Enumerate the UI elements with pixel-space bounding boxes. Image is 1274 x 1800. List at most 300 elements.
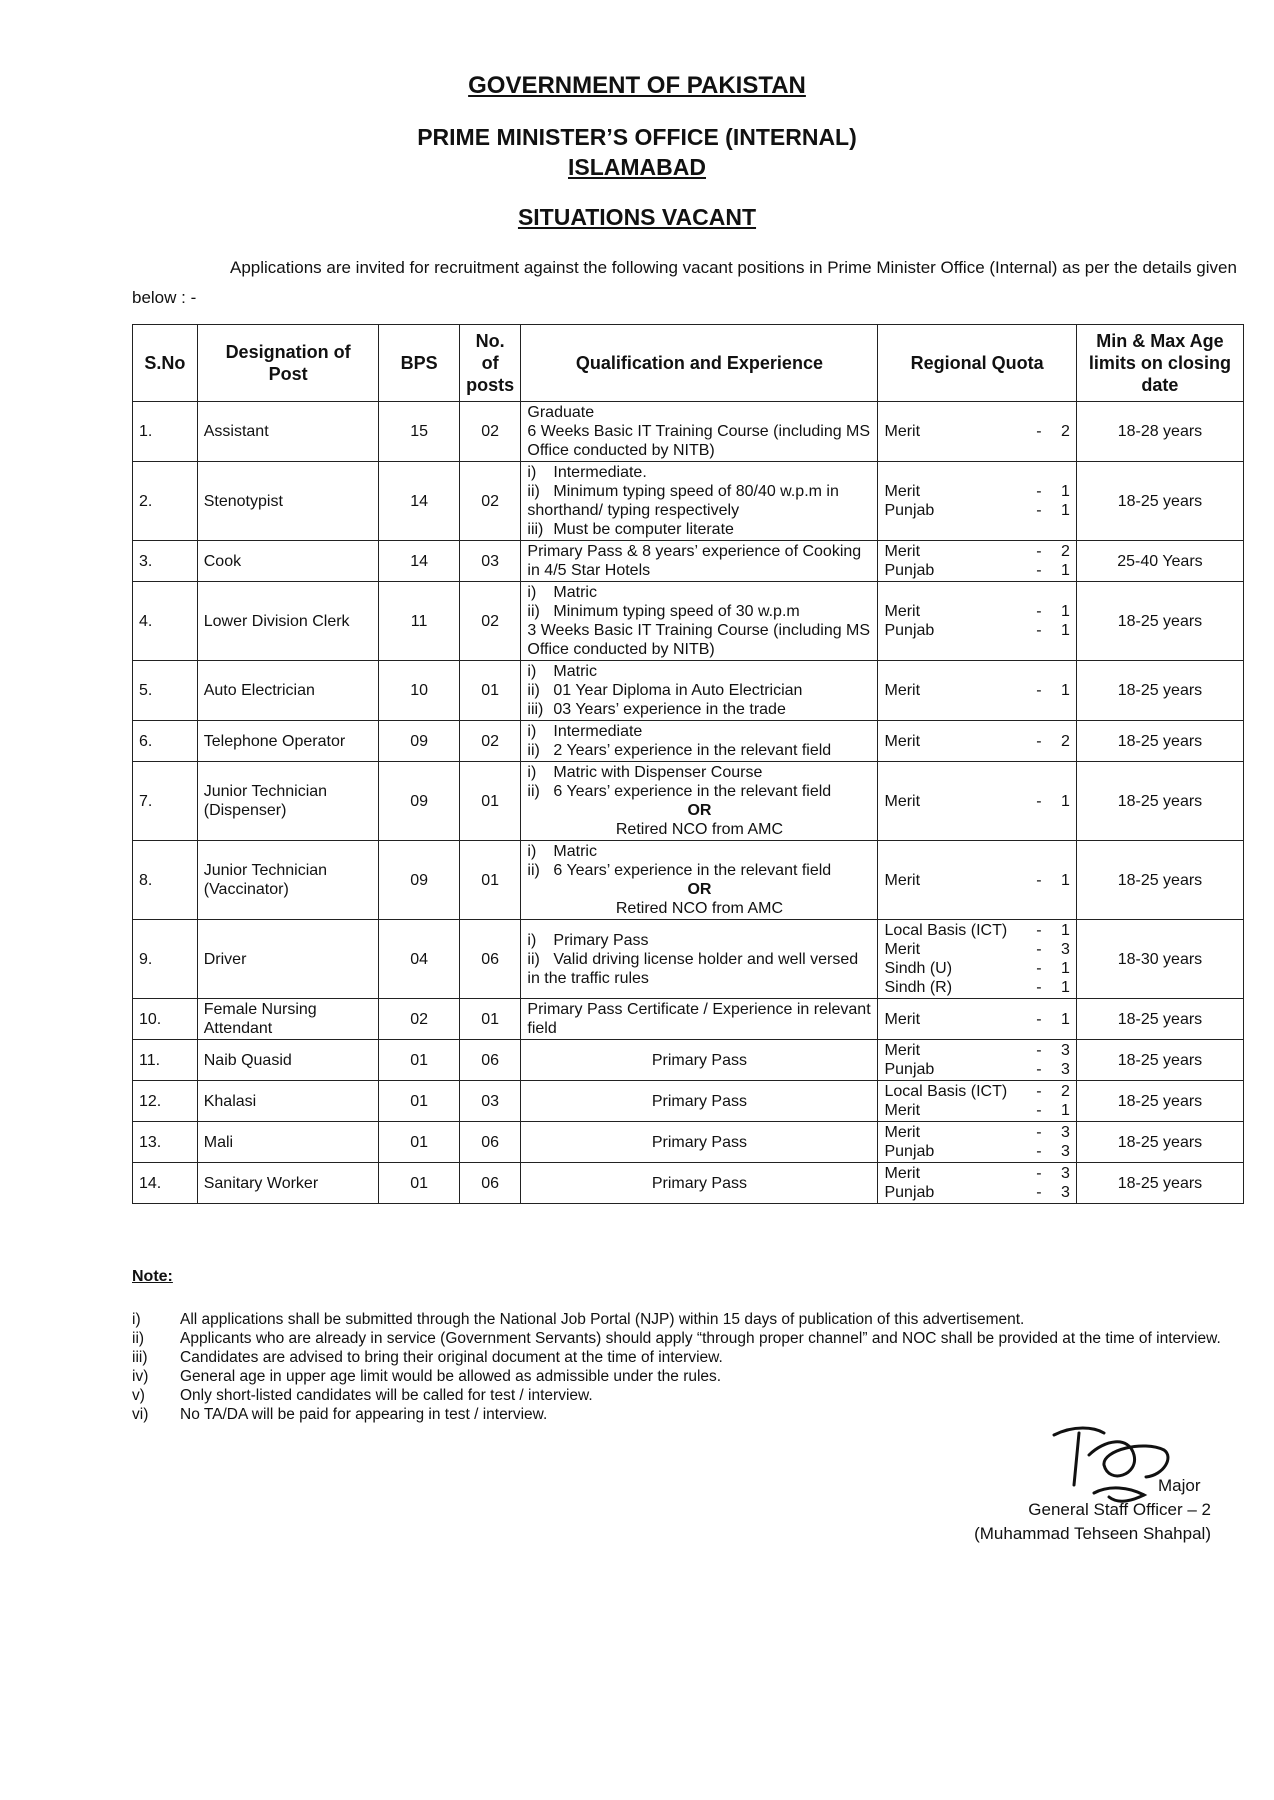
qualification-text: Minimum typing speed of 30 w.p.m [553,603,800,620]
cell-sno: 11. [133,1040,198,1081]
cell-posts: 01 [459,841,521,920]
quota-region: Punjab [884,1143,935,1160]
cell-qualification [521,1122,878,1163]
qualification-text: Matric [553,663,597,680]
cell-bps: 01 [379,1163,459,1204]
cell-quota [878,920,1076,999]
qualification-line [527,931,871,950]
cell-age: 18-25 years [1076,582,1243,661]
quota-count: 3 [1060,1143,1070,1160]
note-item [132,1348,1244,1367]
quota-count: 3 [1060,1124,1070,1141]
quota-count: 1 [1060,682,1070,699]
quota-count: 3 [1060,1042,1070,1059]
qualification-text: Minimum typing speed of 80/40 w.p.m in shorthand/ typing respectively [527,483,839,519]
qualification-text: 6 Weeks Basic IT Training Course (including MS Office conducted by NITB) [527,423,871,459]
quota-line [884,940,1069,959]
quota-count: 1 [1060,792,1070,810]
qualification-line [527,861,871,880]
quota-line [884,732,1069,751]
cell-qualification [521,1081,878,1122]
cell-sno: 14. [133,1163,198,1204]
qualification-line [527,482,871,520]
cell-bps: 14 [379,462,459,541]
cell-quota [878,661,1076,721]
quota-line [884,1082,1069,1101]
qualification-number: i) [527,764,537,781]
cell-qualification [521,582,878,661]
cell-designation: Sanitary Worker [197,1163,379,1204]
cell-designation: Assistant [197,402,379,462]
note-text: Candidates are advised to bring their original document at the time of interview. [180,1349,723,1366]
quota-dash: - [1036,1083,1042,1100]
col-header-designation: Designation of Post [197,325,379,402]
qualification-line [527,842,871,861]
cell-sno: 6. [133,721,198,762]
table-row [133,1122,1244,1163]
qualification-line: Primary Pass [651,1174,747,1192]
quota-region: Punjab [884,562,935,579]
cell-bps: 01 [379,1122,459,1163]
qualification-line [527,722,871,741]
qualification-number: ii) [527,950,540,968]
qualification-number: i) [527,663,537,680]
quota-count: 3 [1060,1061,1070,1078]
cell-designation: Lower Division Clerk [197,582,379,661]
table-row [133,920,1244,999]
col-header-qualification: Qualification and Experience [521,325,878,402]
col-header-posts: No. of posts [459,325,521,402]
cell-qualification [521,541,878,582]
note-item [132,1367,1244,1386]
vacancy-table [132,324,1244,1204]
qualification-text: 01 Year Diploma in Auto Electrician [553,682,803,699]
quota-region: Merit [884,732,921,750]
quota-line [884,602,1069,621]
qualification-text: Valid driving license holder and well versed in the traffic rules [527,950,859,987]
note-number: ii) [132,1330,145,1347]
cell-sno: 5. [133,661,198,721]
cell-age: 25-40 Years [1076,541,1243,582]
quota-count: 1 [1060,871,1070,889]
cell-qualification [521,762,878,841]
table-row [133,1081,1244,1122]
quota-count: 1 [1060,622,1070,639]
cell-posts: 01 [459,762,521,841]
qualification-number: ii) [527,483,540,500]
qualification-line: Primary Pass [651,1092,747,1110]
qualification-number: i) [527,843,537,860]
qualification-number: iii) [527,701,544,718]
cell-sno: 3. [133,541,198,582]
quota-region: Merit [884,1165,921,1182]
quota-dash: - [1036,1165,1042,1182]
quota-dash: - [1036,871,1042,889]
cell-designation: Female Nursing Attendant [197,999,379,1040]
note-number: i) [132,1311,141,1328]
col-header-bps: BPS [379,325,459,402]
cell-sno: 13. [133,1122,198,1163]
quota-line [884,1164,1069,1183]
quota-line [884,1123,1069,1142]
qualification-line [527,662,871,681]
quota-count: 2 [1060,543,1070,560]
cell-posts: 06 [459,920,521,999]
note-number: iii) [132,1349,148,1366]
notes-list [132,1310,1244,1424]
quota-dash: - [1036,960,1042,977]
quota-dash: - [1036,941,1042,958]
cell-bps: 15 [379,402,459,462]
quota-line [884,978,1069,997]
qualification-line [527,763,871,782]
cell-designation: Naib Quasid [197,1040,379,1081]
quota-region: Merit [884,941,921,958]
qualification-text: Graduate [527,404,595,421]
qualification-line [527,1000,871,1038]
qualification-line [527,463,871,482]
cell-sno: 10. [133,999,198,1040]
cell-designation: Mali [197,1122,379,1163]
qualification-number: ii) [527,783,540,800]
cell-quota [878,1081,1076,1122]
quota-count: 2 [1060,1083,1070,1100]
quota-dash: - [1036,1184,1042,1201]
col-header-age: Min & Max Age limits on closing date [1076,325,1243,402]
quota-line [884,1010,1069,1029]
signatory-name: (Muhammad Tehseen Shahpal) [974,1524,1211,1543]
cell-age: 18-28 years [1076,402,1243,462]
cell-posts: 01 [459,999,521,1040]
cell-qualification [521,462,878,541]
cell-quota [878,721,1076,762]
qualification-line: Primary Pass [651,1051,747,1069]
qualification-or: OR [687,802,712,819]
table-row [133,661,1244,721]
quota-line [884,542,1069,561]
table-row [133,402,1244,462]
cell-quota [878,462,1076,541]
quota-dash: - [1036,1061,1042,1078]
cell-quota [878,841,1076,920]
quota-region: Merit [884,483,921,500]
quota-line [884,1183,1069,1202]
note-number: v) [132,1387,145,1404]
qualification-number: ii) [527,742,540,759]
quota-region: Punjab [884,622,935,639]
quota-line [884,959,1069,978]
cell-quota [878,402,1076,462]
cell-qualification [521,1040,878,1081]
quota-dash: - [1036,979,1042,996]
cell-sno: 8. [133,841,198,920]
note-number: vi) [132,1406,149,1423]
qualification-line: Retired NCO from AMC [615,821,783,838]
cell-posts: 01 [459,661,521,721]
quota-line [884,422,1069,441]
cell-posts: 06 [459,1040,521,1081]
qualification-line [527,542,871,580]
quota-count: 1 [1060,979,1070,996]
cell-qualification [521,920,878,999]
col-header-sno: S.No [133,325,198,402]
quota-region: Local Basis (ICT) [884,922,1008,939]
cell-bps: 01 [379,1081,459,1122]
quota-count: 3 [1060,1184,1070,1201]
quota-region: Merit [884,682,921,699]
quota-dash: - [1036,622,1042,639]
quota-count: 1 [1060,483,1070,500]
quota-region: Local Basis (ICT) [884,1083,1008,1100]
cell-quota [878,541,1076,582]
cell-posts: 02 [459,462,521,541]
cell-quota [878,1163,1076,1204]
qualification-line [527,782,871,801]
quota-region: Merit [884,1102,921,1119]
quota-count: 2 [1060,423,1070,440]
cell-age: 18-25 years [1076,841,1243,920]
qualification-line [527,700,871,719]
qualification-text: 03 Years’ experience in the trade [553,701,786,718]
cell-qualification [521,1163,878,1204]
quota-count: 1 [1060,502,1070,519]
qualification-line [527,621,871,659]
quota-dash: - [1036,562,1042,579]
signatory-rank: Major [1158,1476,1201,1495]
quota-count: 1 [1060,922,1070,939]
cell-designation: Junior Technician (Vaccinator) [197,841,379,920]
qualification-or: OR [687,881,712,898]
cell-bps: 10 [379,661,459,721]
qualification-line [527,602,871,621]
qualification-text: Primary Pass [553,931,649,949]
qualification-number: i) [527,584,537,601]
qualification-line [527,741,871,760]
cell-bps: 02 [379,999,459,1040]
table-row [133,841,1244,920]
quota-region: Punjab [884,502,935,519]
qualification-text: Matric [553,843,597,860]
quota-dash: - [1036,502,1042,519]
qualification-text: 6 Years’ experience in the relevant field [553,783,832,800]
table-row [133,999,1244,1040]
cell-bps: 01 [379,1040,459,1081]
cell-qualification [521,721,878,762]
cell-age: 18-25 years [1076,1040,1243,1081]
qualification-number: ii) [527,682,540,699]
cell-age: 18-25 years [1076,1122,1243,1163]
quota-line [884,561,1069,580]
qualification-text: 2 Years’ experience in the relevant field [553,742,832,759]
table-header-row [133,325,1244,402]
header-government: GOVERNMENT OF PAKISTAN [468,72,806,99]
note-text: Only short-listed candidates will be called for test / interview. [180,1387,593,1404]
note-text: No TA/DA will be paid for appearing in test / interview. [180,1406,548,1423]
cell-designation: Junior Technician (Dispenser) [197,762,379,841]
cell-designation: Stenotypist [197,462,379,541]
qualification-text: 6 Years’ experience in the relevant field [553,862,832,879]
quota-line [884,1060,1069,1079]
col-header-quota: Regional Quota [878,325,1076,402]
quota-line [884,621,1069,640]
cell-age: 18-25 years [1076,999,1243,1040]
cell-posts: 02 [459,721,521,762]
quota-region: Merit [884,423,921,440]
quota-region: Sindh (U) [884,960,953,977]
cell-bps: 09 [379,762,459,841]
quota-line [884,792,1069,811]
qualification-line [527,422,871,460]
quota-line [884,1101,1069,1120]
quota-region: Merit [884,792,921,810]
qualification-text: Intermediate [553,723,643,740]
header-office: PRIME MINISTER’S OFFICE (INTERNAL) [417,124,857,150]
cell-designation: Khalasi [197,1081,379,1122]
note-item [132,1310,1244,1329]
quota-dash: - [1036,732,1042,750]
table-row [133,1163,1244,1204]
quota-count: 1 [1060,1102,1070,1119]
cell-posts: 03 [459,1081,521,1122]
quota-count: 1 [1060,562,1070,579]
header-situations-vacant: SITUATIONS VACANT [517,204,757,230]
table-row [133,762,1244,841]
cell-bps: 09 [379,721,459,762]
quota-line [884,921,1069,940]
quota-region: Merit [884,871,921,889]
table-row [133,462,1244,541]
quota-region: Merit [884,1042,921,1059]
quota-dash: - [1036,922,1042,939]
quota-dash: - [1036,483,1042,500]
signatory-title: General Staff Officer – 2 [1028,1500,1211,1519]
note-text: General age in upper age limit would be allowed as admissible under the rules. [180,1368,722,1385]
quota-line [884,1041,1069,1060]
quota-dash: - [1036,1124,1042,1141]
cell-age: 18-30 years [1076,920,1243,999]
quota-dash: - [1036,423,1042,440]
qualification-text: 3 Weeks Basic IT Training Course (including MS Office conducted by NITB) [527,622,871,658]
note-item [132,1386,1244,1405]
cell-qualification [521,661,878,721]
note-text: All applications shall be submitted through the National Job Portal (NJP) within 15 days of publication of this advertisement. [180,1311,1025,1328]
qualification-number: i) [527,931,537,949]
header-city: ISLAMABAD [568,154,706,180]
quota-region: Merit [884,603,921,620]
quota-count: 1 [1060,960,1070,977]
quota-dash: - [1036,1102,1042,1119]
cell-age: 18-25 years [1076,462,1243,541]
quota-dash: - [1036,1143,1042,1160]
quota-line [884,482,1069,501]
cell-sno: 1. [133,402,198,462]
note-number: iv) [132,1368,149,1385]
qualification-number: i) [527,464,537,481]
quota-line [884,501,1069,520]
cell-sno: 4. [133,582,198,661]
quota-dash: - [1036,1042,1042,1059]
vacancy-table-body [133,402,1244,1204]
cell-bps: 09 [379,841,459,920]
cell-quota [878,762,1076,841]
qualification-number: ii) [527,862,540,879]
quota-dash: - [1036,1010,1042,1028]
quota-dash: - [1036,603,1042,620]
cell-qualification [521,841,878,920]
quota-region: Merit [884,543,921,560]
qualification-text: Matric with Dispenser Course [553,764,763,781]
cell-age: 18-25 years [1076,1081,1243,1122]
cell-bps: 04 [379,920,459,999]
quota-count: 2 [1060,732,1070,750]
quota-line [884,1142,1069,1161]
quota-dash: - [1036,682,1042,699]
qualification-number: iii) [527,521,544,538]
cell-bps: 14 [379,541,459,582]
quota-count: 1 [1060,603,1070,620]
qualification-line [527,583,871,602]
qualification-text: Primary Pass Certificate / Experience in relevant field [527,1001,871,1037]
cell-posts: 02 [459,582,521,661]
intro-paragraph: Applications are invited for recruitment against the following vacant positions in Prime Minister Office (Internal) as per the details given below : - [132,258,1237,307]
qualification-line [527,950,871,988]
cell-designation: Telephone Operator [197,721,379,762]
table-row [133,1040,1244,1081]
cell-bps: 11 [379,582,459,661]
cell-posts: 02 [459,402,521,462]
quota-count: 3 [1060,1165,1070,1182]
note-title: Note: [132,1268,173,1285]
cell-posts: 06 [459,1163,521,1204]
cell-quota [878,999,1076,1040]
qualification-number: i) [527,723,537,740]
cell-designation: Auto Electrician [197,661,379,721]
cell-sno: 2. [133,462,198,541]
qualification-number: ii) [527,603,540,620]
note-text: Applicants who are already in service (Government Servants) should apply “through proper channel” and NOC shall be provided at the time of interview. [180,1330,1221,1347]
cell-sno: 7. [133,762,198,841]
table-row [133,541,1244,582]
cell-quota [878,582,1076,661]
quota-dash: - [1036,543,1042,560]
cell-age: 18-25 years [1076,661,1243,721]
qualification-line [527,681,871,700]
quota-count: 1 [1060,1010,1070,1028]
quota-line [884,871,1069,890]
note-item [132,1329,1244,1348]
qualification-text: Primary Pass & 8 years’ experience of Cooking in 4/5 Star Hotels [527,543,862,579]
quota-region: Merit [884,1124,921,1141]
quota-line [884,681,1069,700]
quota-dash: - [1036,792,1042,810]
table-row [133,582,1244,661]
cell-quota [878,1122,1076,1163]
table-row [133,721,1244,762]
cell-designation: Cook [197,541,379,582]
qualification-text: Must be computer literate [553,521,734,538]
cell-age: 18-25 years [1076,721,1243,762]
qualification-line: Retired NCO from AMC [615,900,783,917]
quota-count: 3 [1060,941,1070,958]
cell-age: 18-25 years [1076,762,1243,841]
cell-qualification [521,999,878,1040]
qualification-line: Primary Pass [651,1133,747,1151]
cell-qualification [521,402,878,462]
qualification-line [527,520,871,539]
qualification-line [527,403,871,422]
cell-posts: 06 [459,1122,521,1163]
cell-posts: 03 [459,541,521,582]
